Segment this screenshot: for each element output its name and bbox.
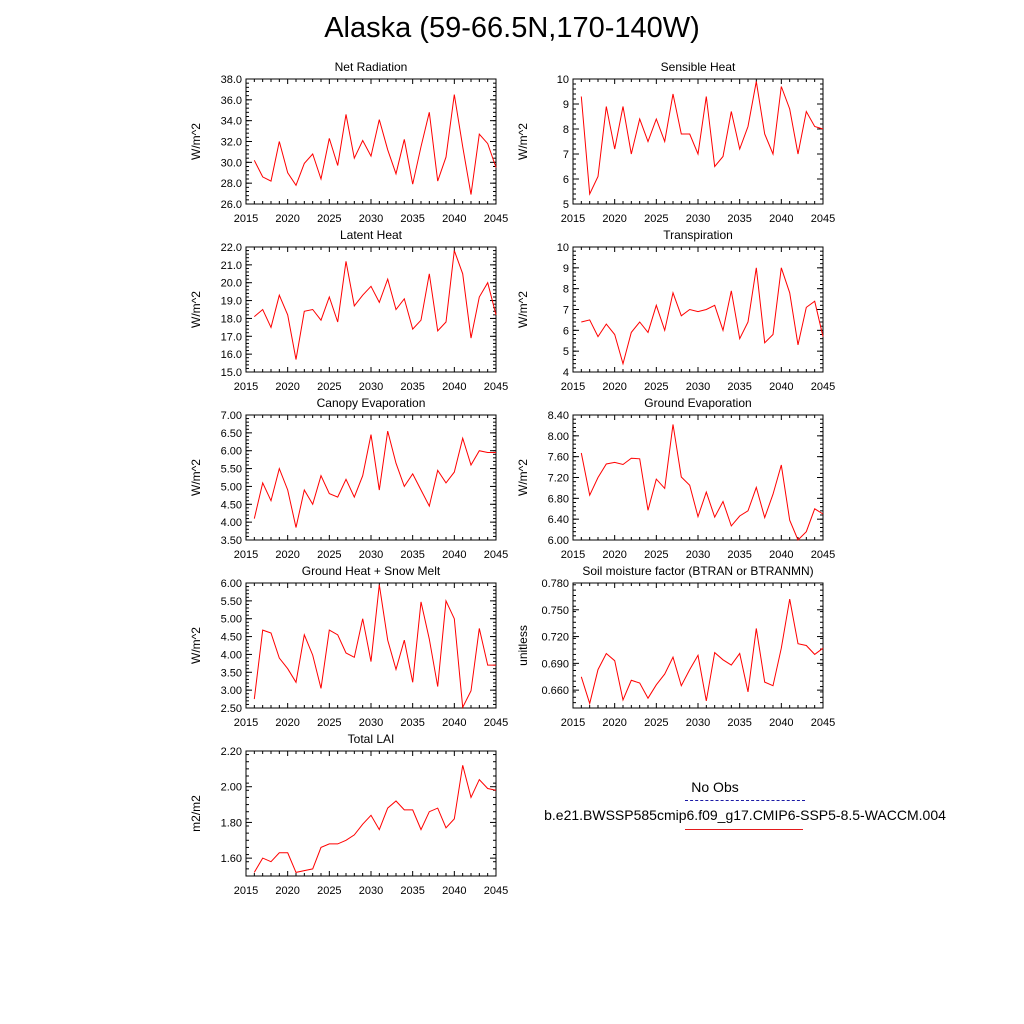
- y-tick-label: 28.0: [220, 178, 242, 191]
- x-tick-label: 2035: [727, 213, 752, 225]
- x-tick-label: 2025: [644, 549, 669, 561]
- chart-title: Sensible Heat: [660, 60, 736, 74]
- x-tick-label: 2030: [358, 381, 384, 393]
- y-tick-label: 1.60: [220, 853, 242, 866]
- x-tick-label: 2035: [727, 549, 752, 561]
- y-tick-label: 30.0: [220, 157, 242, 170]
- y-tick-label: 5: [562, 346, 569, 359]
- y-tick-label: 8.40: [547, 410, 569, 422]
- y-tick-label: 3.50: [220, 535, 242, 547]
- y-tick-label: 4.00: [220, 649, 242, 662]
- y-tick-label: 7.60: [547, 451, 569, 464]
- y-tick-label: 6: [562, 174, 569, 186]
- x-tick-label: 2040: [769, 213, 794, 225]
- x-tick-label: 2015: [233, 549, 259, 561]
- y-tick-label: 7: [562, 304, 569, 317]
- y-tick-label: 38.0: [220, 74, 242, 86]
- y-tick-label: 5: [562, 199, 569, 211]
- x-tick-label: 2030: [358, 213, 384, 225]
- y-tick-label: 7.20: [547, 472, 569, 485]
- x-tick-label: 2025: [317, 213, 342, 225]
- y-axis-label: W/m^2: [189, 123, 203, 160]
- legend-swatch-obs: [685, 800, 805, 801]
- y-axis-label: m2/m2: [189, 795, 203, 832]
- x-tick-label: 2030: [358, 885, 384, 897]
- x-tick-label: 2045: [810, 381, 836, 393]
- y-tick-label: 0.780: [541, 578, 569, 590]
- x-tick-label: 2045: [810, 213, 836, 225]
- x-tick-label: 2020: [275, 213, 300, 225]
- x-tick-label: 2040: [442, 717, 467, 729]
- y-tick-label: 18.0: [220, 313, 242, 326]
- x-tick-label: 2030: [685, 213, 711, 225]
- x-tick-label: 2040: [442, 549, 467, 561]
- x-tick-label: 2045: [483, 549, 509, 561]
- y-axis-label: W/m^2: [516, 123, 530, 160]
- y-tick-label: 36.0: [220, 94, 242, 107]
- x-tick-label: 2020: [275, 717, 300, 729]
- page-title: Alaska (59-66.5N,170-140W): [324, 12, 700, 44]
- chart-title: Transpiration: [663, 228, 733, 242]
- y-tick-label: 5.00: [220, 613, 242, 626]
- y-tick-label: 7.00: [220, 410, 242, 422]
- y-axis-label: W/m^2: [189, 627, 203, 664]
- x-tick-label: 2025: [644, 717, 669, 729]
- legend-label-obs: No Obs: [691, 779, 739, 795]
- y-tick-label: 5.50: [220, 595, 242, 608]
- x-tick-label: 2015: [233, 213, 259, 225]
- plot-frame: [246, 415, 496, 540]
- x-tick-label: 2040: [769, 717, 794, 729]
- y-tick-label: 2.20: [220, 746, 242, 758]
- plot-frame: [573, 247, 823, 372]
- x-tick-label: 2045: [810, 549, 836, 561]
- y-tick-label: 5.00: [220, 481, 242, 494]
- y-tick-label: 26.0: [220, 199, 242, 211]
- x-tick-label: 2045: [483, 885, 509, 897]
- y-axis-label: W/m^2: [516, 291, 530, 328]
- x-tick-label: 2015: [560, 381, 586, 393]
- y-axis-label: unitless: [516, 625, 530, 666]
- y-tick-label: 3.50: [220, 667, 242, 680]
- x-tick-label: 2015: [233, 885, 259, 897]
- y-tick-label: 0.720: [541, 631, 569, 644]
- y-tick-label: 4.50: [220, 499, 242, 512]
- y-tick-label: 9: [562, 99, 569, 111]
- y-tick-label: 4.50: [220, 631, 242, 644]
- x-tick-label: 2030: [358, 717, 384, 729]
- y-tick-label: 2.50: [220, 703, 242, 715]
- y-tick-label: 9: [562, 262, 569, 275]
- x-tick-label: 2020: [275, 381, 300, 393]
- y-tick-label: 6.40: [547, 514, 569, 527]
- y-tick-label: 6: [562, 325, 569, 338]
- x-tick-label: 2045: [483, 213, 509, 225]
- y-tick-label: 22.0: [220, 242, 242, 254]
- chart-panel-4: [516, 228, 835, 393]
- x-tick-label: 2015: [233, 717, 259, 729]
- x-tick-label: 2045: [483, 381, 509, 393]
- series-line: [254, 95, 496, 195]
- chart-title: Latent Heat: [339, 228, 403, 242]
- x-tick-label: 2020: [602, 213, 627, 225]
- x-tick-label: 2035: [400, 717, 425, 729]
- y-tick-label: 6.50: [220, 427, 242, 440]
- y-axis-label: W/m^2: [516, 459, 530, 496]
- x-tick-label: 2025: [317, 717, 342, 729]
- series-line: [581, 268, 823, 364]
- y-tick-label: 8.00: [547, 430, 569, 443]
- y-tick-label: 10: [556, 74, 569, 86]
- x-tick-label: 2040: [442, 381, 467, 393]
- x-tick-label: 2035: [400, 549, 425, 561]
- y-tick-label: 1.80: [220, 817, 242, 830]
- plot-frame: [246, 79, 496, 204]
- x-tick-label: 2040: [769, 381, 794, 393]
- x-tick-label: 2030: [685, 381, 711, 393]
- x-tick-label: 2020: [602, 381, 627, 393]
- x-tick-label: 2025: [317, 885, 342, 897]
- chart-title: Soil moisture factor (BTRAN or BTRANMN): [582, 564, 814, 578]
- chart-panel-1: [189, 60, 508, 225]
- series-line: [254, 765, 496, 872]
- series-line: [581, 599, 823, 703]
- x-tick-label: 2035: [400, 213, 425, 225]
- x-tick-label: 2015: [560, 549, 586, 561]
- y-tick-label: 8: [562, 283, 569, 296]
- y-tick-label: 2.00: [220, 781, 242, 794]
- x-tick-label: 2040: [442, 213, 467, 225]
- x-tick-label: 2015: [560, 213, 586, 225]
- x-tick-label: 2015: [233, 381, 259, 393]
- plot-frame: [573, 415, 823, 540]
- legend-label-model: b.e21.BWSSP585cmip6.f09_g17.CMIP6-SSP5-8.5-WACCM.004: [544, 807, 946, 823]
- chart-panel-7: [189, 564, 508, 729]
- x-tick-label: 2020: [275, 885, 300, 897]
- x-tick-label: 2015: [560, 717, 586, 729]
- x-tick-label: 2025: [317, 549, 342, 561]
- plot-frame: [573, 583, 823, 708]
- legend-swatch-model: [685, 829, 803, 830]
- plot-frame: [246, 751, 496, 876]
- y-tick-label: 4.00: [220, 517, 242, 530]
- x-tick-label: 2045: [483, 717, 509, 729]
- x-tick-label: 2030: [685, 549, 711, 561]
- chart-title: Canopy Evaporation: [316, 396, 426, 410]
- chart-title: Net Radiation: [334, 60, 408, 74]
- x-tick-label: 2020: [602, 549, 627, 561]
- chart-panel-8: [516, 564, 835, 729]
- y-tick-label: 16.0: [220, 349, 242, 362]
- y-axis-label: W/m^2: [189, 459, 203, 496]
- chart-title: Total LAI: [347, 732, 395, 746]
- y-tick-label: 17.0: [220, 331, 242, 344]
- x-tick-label: 2045: [810, 717, 836, 729]
- y-tick-label: 6.00: [547, 535, 569, 547]
- x-tick-label: 2030: [685, 717, 711, 729]
- y-tick-label: 0.660: [541, 685, 569, 698]
- y-tick-label: 10: [556, 242, 569, 254]
- series-line: [254, 585, 496, 708]
- y-tick-label: 8: [562, 124, 569, 136]
- y-tick-label: 5.50: [220, 463, 242, 476]
- x-tick-label: 2025: [644, 381, 669, 393]
- y-tick-label: 34.0: [220, 115, 242, 128]
- series-line: [254, 251, 496, 360]
- y-tick-label: 21.0: [220, 259, 242, 272]
- y-tick-label: 32.0: [220, 136, 242, 149]
- x-tick-label: 2040: [769, 549, 794, 561]
- x-tick-label: 2030: [358, 549, 384, 561]
- x-tick-label: 2035: [400, 381, 425, 393]
- chart-panel-3: [189, 228, 508, 393]
- y-tick-label: 7: [562, 149, 569, 161]
- x-tick-label: 2035: [727, 717, 752, 729]
- y-tick-label: 15.0: [220, 367, 242, 379]
- chart-title: Ground Heat + Snow Melt: [301, 564, 441, 578]
- y-tick-label: 20.0: [220, 277, 242, 290]
- y-tick-label: 4: [562, 367, 569, 379]
- y-axis-label: W/m^2: [189, 291, 203, 328]
- x-tick-label: 2020: [275, 549, 300, 561]
- chart-panel-6: [516, 396, 835, 561]
- y-tick-label: 0.690: [541, 658, 569, 671]
- chart-panel-5: [189, 396, 508, 561]
- y-tick-label: 6.00: [220, 445, 242, 458]
- series-line: [581, 82, 823, 195]
- x-tick-label: 2035: [727, 381, 752, 393]
- plot-frame: [246, 247, 496, 372]
- y-tick-label: 3.00: [220, 685, 242, 698]
- x-tick-label: 2040: [442, 885, 467, 897]
- series-line: [581, 424, 823, 540]
- chart-panel-2: [516, 60, 835, 225]
- y-tick-label: 6.80: [547, 493, 569, 506]
- x-tick-label: 2025: [644, 213, 669, 225]
- x-tick-label: 2020: [602, 717, 627, 729]
- chart-panel-9: [189, 732, 508, 897]
- plot-frame: [246, 583, 496, 708]
- x-tick-label: 2035: [400, 885, 425, 897]
- series-line: [254, 431, 496, 527]
- y-tick-label: 0.750: [541, 604, 569, 617]
- y-tick-label: 19.0: [220, 295, 242, 308]
- x-tick-label: 2025: [317, 381, 342, 393]
- chart-title: Ground Evaporation: [644, 396, 752, 410]
- y-tick-label: 6.00: [220, 578, 242, 590]
